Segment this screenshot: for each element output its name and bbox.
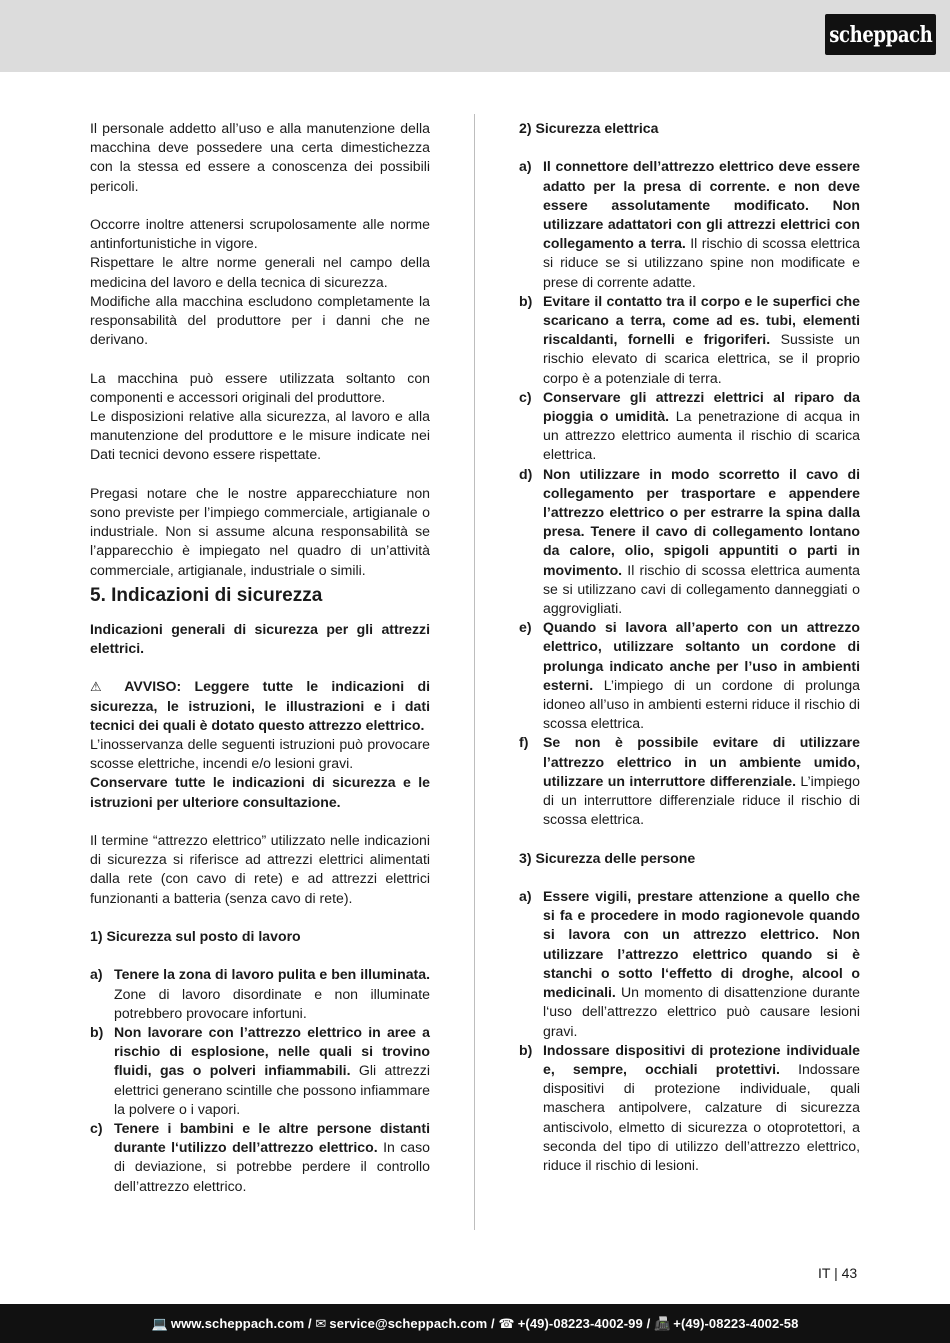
- page-lang: IT: [818, 1265, 831, 1281]
- paragraph: La macchina può essere utilizzata soltanto con componenti e accessori originali del produttore.: [90, 369, 430, 405]
- list-item-text: Gli attrezzi elettrici generano scintille che possono infiammare la polvere o i vapori.: [114, 1062, 430, 1117]
- right-column: [519, 119, 860, 1175]
- list-marker: a): [519, 888, 532, 905]
- personal-safety-list: [519, 887, 860, 1175]
- list-item-bold: Evitare il contatto tra il corpo e le superfici che scaricano a terra, come ad es. tubi, elementi riscaldanti, fornelli e frigoriferi.: [543, 292, 860, 348]
- list-marker: d): [519, 465, 533, 482]
- electrical-safety-list: [519, 157, 860, 829]
- section-title: 5. Indicazioni di sicurezza: [90, 584, 323, 606]
- list-item-text: L’impiego di un cordone di prolunga idoneo all’uso in ambienti esterni riduce il rischio di scossa elettrica.: [543, 676, 860, 732]
- list-marker: f): [519, 734, 529, 751]
- paragraph: Il termine “attrezzo elettrico” utilizzato nelle indicazioni di sicurezza si riferisce ad attrezzi elettrici alimentati dalla rete (con cavo di rete) e ad attrezzi elettrici funzionanti a batteria (senza cavo di rete).: [90, 832, 430, 906]
- logo-text: scheppach: [828, 21, 933, 48]
- paragraph: Rispettare le altre norme generali nel campo della medicina del lavoro e della tecnica di sicurezza.: [90, 254, 430, 290]
- list-item-bold: Non lavorare con l’attrezzo elettrico in aree a rischio di esplosione, nelle quali si trovino fluidi, gas o polveri infiammabili.: [114, 1024, 430, 1079]
- footer-email[interactable]: service@scheppach.com: [329, 1316, 488, 1331]
- page-number: IT | 43: [818, 1265, 858, 1281]
- page-header: [0, 0, 950, 72]
- list-marker: a): [519, 158, 532, 175]
- column-divider: [474, 114, 475, 1230]
- footer-fax: +(49)-08223-4002-58: [673, 1316, 799, 1331]
- subsection-title: 1) Sicurezza sul posto di lavoro: [90, 928, 301, 945]
- list-item: [90, 965, 430, 1023]
- phone-icon: ☎: [498, 1315, 515, 1331]
- list-marker: e): [519, 619, 532, 636]
- list-marker: a): [90, 966, 103, 983]
- list-item: [519, 465, 860, 619]
- warning-bold-text: AVVISO: Leggere tutte le indicazioni di sicurezza, le istruzioni, le illustrazioni e i dati tecnici dei quali è dotato questo attrezzo elettrico.: [90, 678, 430, 733]
- page-footer: 💻 www.scheppach.com / ✉ service@scheppach.com / ☎ +(49)-08223-4002-99 / 📠 +(49)-08223-4002-58: [0, 1304, 950, 1343]
- warning-icon: ⚠: [90, 679, 112, 695]
- list-item-text: Un momento di disattenzione durante l‘uso dell’attrezzo elettrico può causare lesioni gravi.: [543, 984, 860, 1039]
- paragraph: Occorre inoltre attenersi scrupolosamente alle norme antinfortunistiche in vigore.: [90, 216, 430, 252]
- list-item-text: In caso di deviazione, si potrebbe perdere il controllo dell’attrezzo elettrico.: [114, 1139, 431, 1194]
- list-item: [519, 887, 860, 1041]
- list-item-text: L’impiego di un interruttore differenziale riduce il rischio di scossa elettrica.: [543, 772, 860, 828]
- list-marker: c): [519, 388, 532, 405]
- list-item-bold: Tenere la zona di lavoro pulita e ben illuminata.: [114, 966, 430, 983]
- list-item-text: Sussiste un rischio elevato di scarica elettrica, se il proprio corpo è a potenziale di terra.: [543, 331, 860, 386]
- general-safety-heading: Indicazioni generali di sicurezza per gli attrezzi elettrici.: [90, 620, 430, 657]
- list-item: [519, 388, 860, 465]
- list-item-text: Il rischio di scossa elettrica aumenta se si utilizzano cavi di collegamento danneggiati o aggrovigliati.: [543, 561, 860, 617]
- list-item-bold: Se non è possibile evitare di utilizzare l’attrezzo elettrico in un ambiente umido, utilizzare un interruttore differenziale.: [543, 734, 860, 789]
- mail-icon: ✉: [315, 1315, 327, 1331]
- keep-instructions-text: Conservare tutte le indicazioni di sicurezza e le istruzioni per ulteriore consultazione.: [90, 774, 430, 810]
- list-item: [519, 157, 860, 291]
- list-marker: b): [519, 1041, 533, 1058]
- list-item-bold: Il connettore dell’attrezzo elettrico deve essere adatto per la presa di corrente. e non deve essere assolutamente modificato. Non utilizzare adattatori con gli attrezzi elettrici con collegamento a terra.: [543, 158, 860, 252]
- footer-phone: +(49)-08223-4002-99: [517, 1316, 643, 1331]
- subsection-title: 2) Sicurezza elettrica: [519, 120, 659, 136]
- workplace-safety-list: [90, 965, 430, 1195]
- footer-website[interactable]: www.scheppach.com: [170, 1316, 305, 1331]
- left-column: [90, 119, 430, 1196]
- paragraph: L’inosservanza delle seguenti istruzioni può provocare scosse elettriche, incendi e/o lesioni gravi.: [90, 736, 430, 772]
- paragraph: Il personale addetto all’uso e alla manutenzione della macchina deve possedere una certa dimestichezza con la stessa ed essere a conoscenza dei possibili pericoli.: [90, 120, 430, 194]
- paragraph: Pregasi notare che le nostre apparecchiature non sono previste per l’impiego commerciale, artigianale o industriale. Non si assume alcuna responsabilità se l’apparecchio è impiegato nel quadro di un’attività commerciale, artigianale, industriale o simili.: [90, 484, 430, 578]
- list-item: [519, 292, 860, 388]
- list-item-bold: Essere vigili, prestare attenzione a quello che si fa e procedere in modo ragionevole quando si lavora con un attrezzo elettrico. Non utilizzare l’attrezzo elettrico quando si è stanchi o sotto l‘effetto di droghe, alcool o medicinali.: [543, 888, 860, 1001]
- list-item-bold: Non utilizzare in modo scorretto il cavo di collegamento per trasportare e appendere l’attrezzo elettrico o per estrarre la spina dalla presa. Tenere il cavo di collegamento lontano da calore, olio, spigoli appuntiti o parti in movimento.: [543, 465, 860, 578]
- list-item-bold: Conservare gli attrezzi elettrici al riparo da pioggia o umidità.: [543, 388, 860, 425]
- list-item: [90, 1119, 430, 1196]
- list-marker: c): [90, 1120, 103, 1137]
- fax-icon: 📠: [654, 1315, 671, 1331]
- list-item-bold: Indossare dispositivi di protezione individuale e, sempre, occhiali protettivi.: [543, 1041, 860, 1077]
- list-item-text: Zone di lavoro disordinate e non illuminate potrebbero provocare infortuni.: [114, 985, 430, 1021]
- list-marker: b): [519, 292, 533, 309]
- list-item-bold: Quando si lavora all’aperto con un attrezzo elettrico, utilizzare soltanto un cordone di prolunga indicato anche per l’uso in ambienti esterni.: [543, 619, 860, 693]
- list-item: [519, 1041, 860, 1175]
- warning-block: [90, 677, 430, 735]
- subsection-title: 3) Sicurezza delle persone: [519, 849, 696, 866]
- list-item-text: Indossare dispositivi di protezione individuale, quali maschera antipolvere, calzature di sicurezza antiscivolo, elmetto di sicurezza o otoprotettori, a seconda del tipo di utilizzo dell’attrezzo elettrico, riduce il rischio di lesioni.: [543, 1060, 860, 1173]
- list-marker: b): [90, 1024, 104, 1041]
- list-item-text: Il rischio di scossa elettrica si riduce se si utilizzano spine non modificate e prese di corrente adatte.: [543, 235, 860, 290]
- page-number-value: 43: [841, 1265, 858, 1281]
- list-item: [519, 733, 860, 829]
- list-item: [519, 618, 860, 733]
- computer-icon: 💻: [151, 1315, 168, 1331]
- list-item-text: La penetrazione di acqua in un attrezzo elettrico aumenta il rischio di scarica elettrica.: [543, 408, 861, 463]
- list-item-bold: Tenere i bambini e le altre persone distanti durante l‘utilizzo dell’attrezzo elettrico.: [114, 1120, 430, 1156]
- paragraph: Modifiche alla macchina escludono completamente la responsabilità del produttore per i danni che ne derivano.: [90, 292, 430, 348]
- scheppach-logo: [825, 14, 936, 55]
- paragraph: Le disposizioni relative alla sicurezza, al lavoro e alla manutenzione del produttore e le misure indicate nei Dati tecnici devono essere rispettate.: [90, 408, 430, 463]
- list-item: [90, 1023, 430, 1119]
